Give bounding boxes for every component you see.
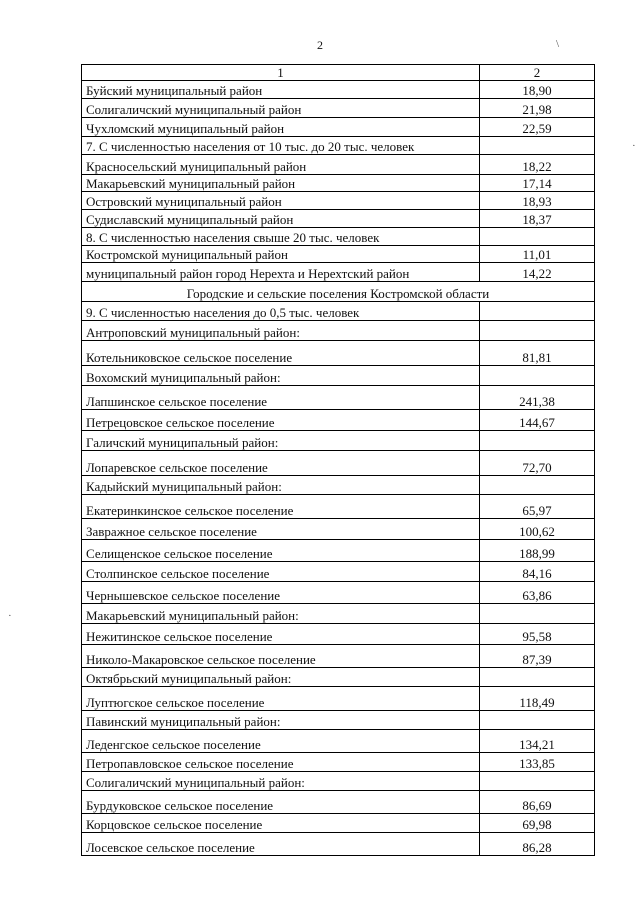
table-header-row (82, 65, 595, 81)
row-value: 17,14 (480, 175, 595, 192)
row-label: Чухломский муниципальный район (82, 118, 480, 137)
table-row (82, 833, 595, 856)
row-label: Бурдуковское сельское поселение (82, 791, 480, 814)
row-value: 22,59 (480, 118, 595, 137)
table-row (82, 118, 595, 137)
row-value: 18,37 (480, 210, 595, 228)
row-label: Павинский муниципальный район: (82, 711, 480, 730)
row-label: 7. С численностью населения от 10 тыс. до 20 тыс. человек (82, 137, 480, 155)
table-row (82, 228, 595, 246)
table-row (82, 410, 595, 431)
table-row (82, 386, 595, 410)
row-label: Николо-Макаровское сельское поселение (82, 645, 480, 668)
row-value (480, 711, 595, 730)
row-label: 9. С численностью населения до 0,5 тыс. человек (82, 302, 480, 321)
table-row (82, 431, 595, 451)
table-row (82, 711, 595, 730)
table-row (82, 645, 595, 668)
row-label: Чернышевское сельское поселение (82, 582, 480, 604)
row-label: Октябрьский муниципальный район: (82, 668, 480, 687)
table-row (82, 451, 595, 476)
column-header-1: 1 (82, 65, 480, 81)
table-row (82, 730, 595, 753)
row-label: Корцовское сельское поселение (82, 814, 480, 833)
table-row (82, 99, 595, 118)
row-label: Костромской муниципальный район (82, 246, 480, 263)
row-label: Буйский муниципальный район (82, 81, 480, 99)
row-value: 86,69 (480, 791, 595, 814)
row-label: Красносельский муниципальный район (82, 155, 480, 175)
row-value (480, 772, 595, 791)
table-row (82, 341, 595, 366)
row-value: 144,67 (480, 410, 595, 431)
row-value: 18,93 (480, 192, 595, 210)
table-row (82, 137, 595, 155)
row-label: Галичский муниципальный район: (82, 431, 480, 451)
row-value: 133,85 (480, 753, 595, 772)
table-row (82, 791, 595, 814)
row-label: муниципальный район город Нерехта и Нерехтский район (82, 263, 480, 282)
table-row (82, 155, 595, 175)
table-row (82, 753, 595, 772)
row-value: 188,99 (480, 540, 595, 562)
row-label: Кадыйский муниципальный район: (82, 476, 480, 495)
row-value (480, 366, 595, 386)
table-row (82, 495, 595, 519)
row-value: 11,01 (480, 246, 595, 263)
table-row (82, 562, 595, 582)
row-value: 69,98 (480, 814, 595, 833)
row-value: 100,62 (480, 519, 595, 540)
row-label: Селищенское сельское поселение (82, 540, 480, 562)
table-row (82, 321, 595, 341)
row-value (480, 476, 595, 495)
row-value: 241,38 (480, 386, 595, 410)
margin-dot: · (632, 140, 636, 152)
table-row (82, 81, 595, 99)
row-label: Макарьевский муниципальный район: (82, 604, 480, 624)
row-value (480, 228, 595, 246)
row-value: 86,28 (480, 833, 595, 856)
row-value (480, 321, 595, 341)
row-value (480, 137, 595, 155)
table-row (82, 476, 595, 495)
table-row (82, 687, 595, 711)
row-label: Судиславский муниципальный район (82, 210, 480, 228)
margin-dot: · (8, 610, 12, 622)
row-value: 81,81 (480, 341, 595, 366)
row-label: Петрецовское сельское поселение (82, 410, 480, 431)
row-label: Солигаличский муниципальный район: (82, 772, 480, 791)
table-row (82, 814, 595, 833)
row-value: 134,21 (480, 730, 595, 753)
row-label: Вохомский муниципальный район: (82, 366, 480, 386)
table-row (82, 582, 595, 604)
row-value: 63,86 (480, 582, 595, 604)
row-value: 72,70 (480, 451, 595, 476)
table-row (82, 772, 595, 791)
row-value (480, 668, 595, 687)
row-label: Леденгское сельское поселение (82, 730, 480, 753)
table-row (82, 604, 595, 624)
table-row (82, 519, 595, 540)
row-label: Островский муниципальный район (82, 192, 480, 210)
row-value: 84,16 (480, 562, 595, 582)
row-label: Лопаревское сельское поселение (82, 451, 480, 476)
row-value (480, 431, 595, 451)
row-value: 118,49 (480, 687, 595, 711)
row-label: Антроповский муниципальный район: (82, 321, 480, 341)
row-value: 95,58 (480, 624, 595, 645)
table-row (82, 210, 595, 228)
row-label: Столпинское сельское поселение (82, 562, 480, 582)
row-label: Солигаличский муниципальный район (82, 99, 480, 118)
pen-mark: \ (556, 38, 560, 50)
row-label: Котельниковское сельское поселение (82, 341, 480, 366)
table-row (82, 282, 595, 302)
page-number: 2 (317, 38, 323, 52)
row-value: 18,90 (480, 81, 595, 99)
row-value: 14,22 (480, 263, 595, 282)
row-label: Нежитинское сельское поселение (82, 624, 480, 645)
row-label: 8. С численностью населения свыше 20 тыс. человек (82, 228, 480, 246)
row-label: Луптюгское сельское поселение (82, 687, 480, 711)
table-row (82, 192, 595, 210)
table-row (82, 668, 595, 687)
row-label: Макарьевский муниципальный район (82, 175, 480, 192)
table-row (82, 302, 595, 321)
row-value: 18,22 (480, 155, 595, 175)
row-label: Завражное сельское поселение (82, 519, 480, 540)
table-row (82, 366, 595, 386)
row-label: Лапшинское сельское поселение (82, 386, 480, 410)
row-value (480, 302, 595, 321)
column-header-2: 2 (480, 65, 595, 81)
row-value: 87,39 (480, 645, 595, 668)
row-label: Петропавловское сельское поселение (82, 753, 480, 772)
row-value (480, 604, 595, 624)
table-row (82, 263, 595, 282)
row-label: Екатеринкинское сельское поселение (82, 495, 480, 519)
table-row (82, 540, 595, 562)
table-row (82, 175, 595, 192)
tariff-table (81, 64, 595, 856)
row-value: 21,98 (480, 99, 595, 118)
row-label: Лосевское сельское поселение (82, 833, 480, 856)
section-heading: Городские и сельские поселения Костромской области (82, 282, 595, 302)
row-value: 65,97 (480, 495, 595, 519)
table-row (82, 246, 595, 263)
table-row (82, 624, 595, 645)
